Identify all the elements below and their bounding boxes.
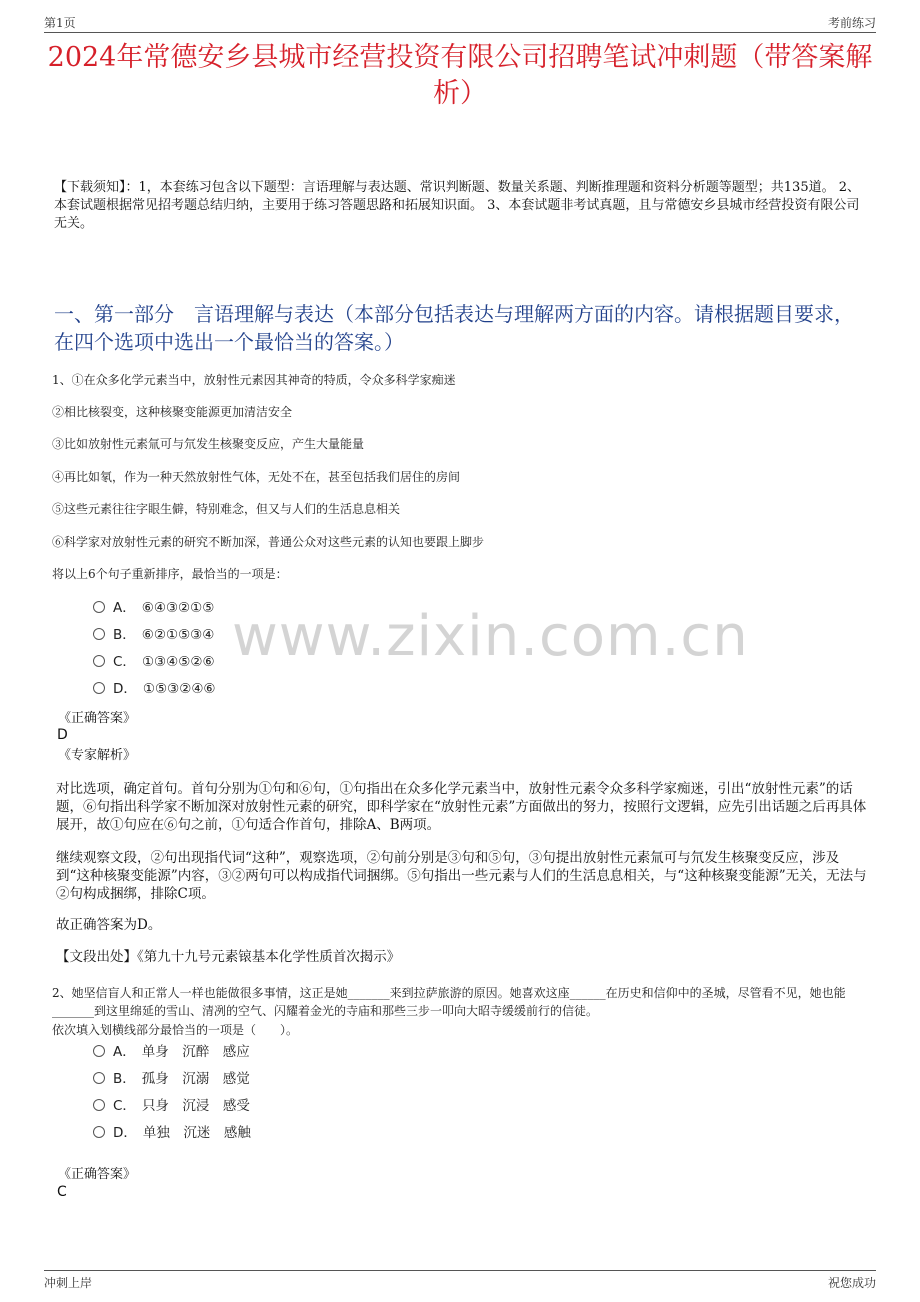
option-key: A．	[113, 600, 136, 616]
q2-option-a[interactable]	[93, 1042, 250, 1062]
option-text: 孤身 沉溺 感觉	[141, 1071, 250, 1087]
radio-icon[interactable]	[93, 1072, 105, 1084]
q1-option-b[interactable]	[93, 625, 214, 645]
q1-analysis-paragraph-1: 对比选项，确定首句。首句分别为①句和⑥句，①句指出在众多化学元素当中，放射性元素令众多科学家痴迷，引出“放射性元素”的话题，⑥句指出科学家不断加深对放射性元素的研究，即科学家在“放射性元素”方面做出的努力，按照行文逻辑，应先引出话题之后再具体展开，故①句应在⑥句之前，①句适合作首句，排除A、B两项。	[56, 781, 867, 833]
q1-analysis-paragraph-3: 故正确答案为D。	[56, 917, 162, 933]
q2-option-b[interactable]	[93, 1069, 250, 1089]
q1-option-a[interactable]	[93, 598, 214, 618]
page-footer	[44, 1270, 876, 1295]
radio-icon[interactable]	[93, 1126, 105, 1138]
option-text: 单身 沉醉 感应	[141, 1044, 250, 1060]
option-text: 单独 沉迷 感触	[142, 1125, 251, 1141]
section-heading: 一、第一部分 言语理解与表达（本部分包括表达与理解两方面的内容。请根据题目要求，在四个选项中选出一个最恰当的答案。）	[54, 302, 854, 354]
download-notice: 【下载须知】：1，本套练习包含以下题型：言语理解与表达题、常识判断题、数量关系题、判断推理题和资料分析题等题型；共135道。 2、本套试题根据常见招考题总结归纳，主要用于练习答题思路和拓展知识面。 3、本套试题非考试真题，且与常德安乡县城市经营投资有限公司无关。	[54, 180, 860, 231]
q2-stem: 2、她坚信盲人和正常人一样也能做很多事情，这正是她_______来到拉萨旅游的原因。她喜欢这座______在历史和信仰中的圣城，尽管看不见，她也能_______到这里绵延的雪山、清冽的空气、闪耀着金光的寺庙和那些三步一叩向大昭寺缓缓前行的信徒。	[52, 986, 846, 1018]
q1-answer-label: 《正确答案》	[58, 711, 137, 726]
radio-icon[interactable]	[93, 1099, 105, 1111]
q1-sentence-5: ⑤这些元素往往字眼生僻，特别难念，但又与人们的生活息息相关	[52, 502, 401, 516]
radio-icon[interactable]	[93, 682, 105, 694]
q1-option-d[interactable]	[93, 679, 216, 699]
q1-prompt: 将以上6个句子重新排序，最恰当的一项是：	[52, 567, 288, 581]
option-key: D．	[113, 1125, 137, 1141]
radio-icon[interactable]	[93, 601, 105, 613]
header-tag: 考前练习	[827, 16, 876, 30]
q1-sentence-6: ⑥科学家对放射性元素的研究不断加深，普通公众对这些元素的认知也要跟上脚步	[52, 535, 485, 549]
q2-prompt: 依次填入划横线部分最恰当的一项是（ ）。	[52, 1023, 299, 1037]
page-number: 第1页	[44, 16, 76, 30]
option-key: B．	[113, 1071, 136, 1087]
option-key: C．	[113, 1098, 136, 1114]
document-title: 2024年常德安乡县城市经营投资有限公司招聘笔试冲刺题（带答案解析）	[47, 42, 873, 109]
watermark: www.zixin.com.cn	[232, 604, 749, 669]
option-text: 只身 沉浸 感受	[141, 1098, 250, 1114]
option-key: A．	[113, 1044, 136, 1060]
page-header	[44, 12, 876, 33]
option-key: C．	[113, 654, 136, 670]
radio-icon[interactable]	[93, 655, 105, 667]
footer-left-text: 冲刺上岸	[44, 1276, 93, 1290]
q2-option-d[interactable]	[93, 1123, 251, 1143]
q1-answer: D	[57, 727, 68, 743]
q1-option-c[interactable]	[93, 652, 215, 672]
q2-option-c[interactable]	[93, 1096, 250, 1116]
q2-answer: C	[57, 1184, 67, 1200]
option-text: ⑥②①⑤③④	[141, 627, 215, 643]
q1-analysis-paragraph-2: 继续观察文段，②句出现指代词“这种”，观察选项，②句前分别是③句和⑤句，③句提出放射性元素氚可与氘发生核聚变反应，涉及到“这种核聚变能源”内容，③②两句可以构成指代词捆绑。⑤句指出一些元素与人们的生活息息相关，与“这种核聚变能源”无关，无法与②句构成捆绑，排除C项。	[56, 850, 867, 902]
q1-source: 【文段出处】《第九十九号元素锿基本化学性质首次揭示》	[56, 949, 401, 965]
option-text: ①③④⑤②⑥	[141, 654, 215, 670]
radio-icon[interactable]	[93, 1045, 105, 1057]
q1-analysis-label: 《专家解析》	[58, 748, 137, 763]
footer-right-text: 祝您成功	[827, 1276, 876, 1290]
q2-answer-label: 《正确答案》	[58, 1167, 137, 1182]
q1-sentence-2: ②相比核裂变，这种核聚变能源更加清洁安全	[52, 405, 293, 419]
q1-sentence-4: ④再比如氡，作为一种天然放射性气体，无处不在，甚至包括我们居住的房间	[52, 470, 461, 484]
option-text: ①⑤③②④⑥	[142, 681, 216, 697]
option-text: ⑥④③②①⑤	[141, 600, 215, 616]
option-key: D．	[113, 681, 137, 697]
q1-sentence-1: 1、①在众多化学元素当中，放射性元素因其神奇的特质，令众多科学家痴迷	[52, 373, 456, 387]
option-key: B．	[113, 627, 136, 643]
q1-sentence-3: ③比如放射性元素氚可与氘发生核聚变反应，产生大量能量	[52, 437, 365, 451]
radio-icon[interactable]	[93, 628, 105, 640]
